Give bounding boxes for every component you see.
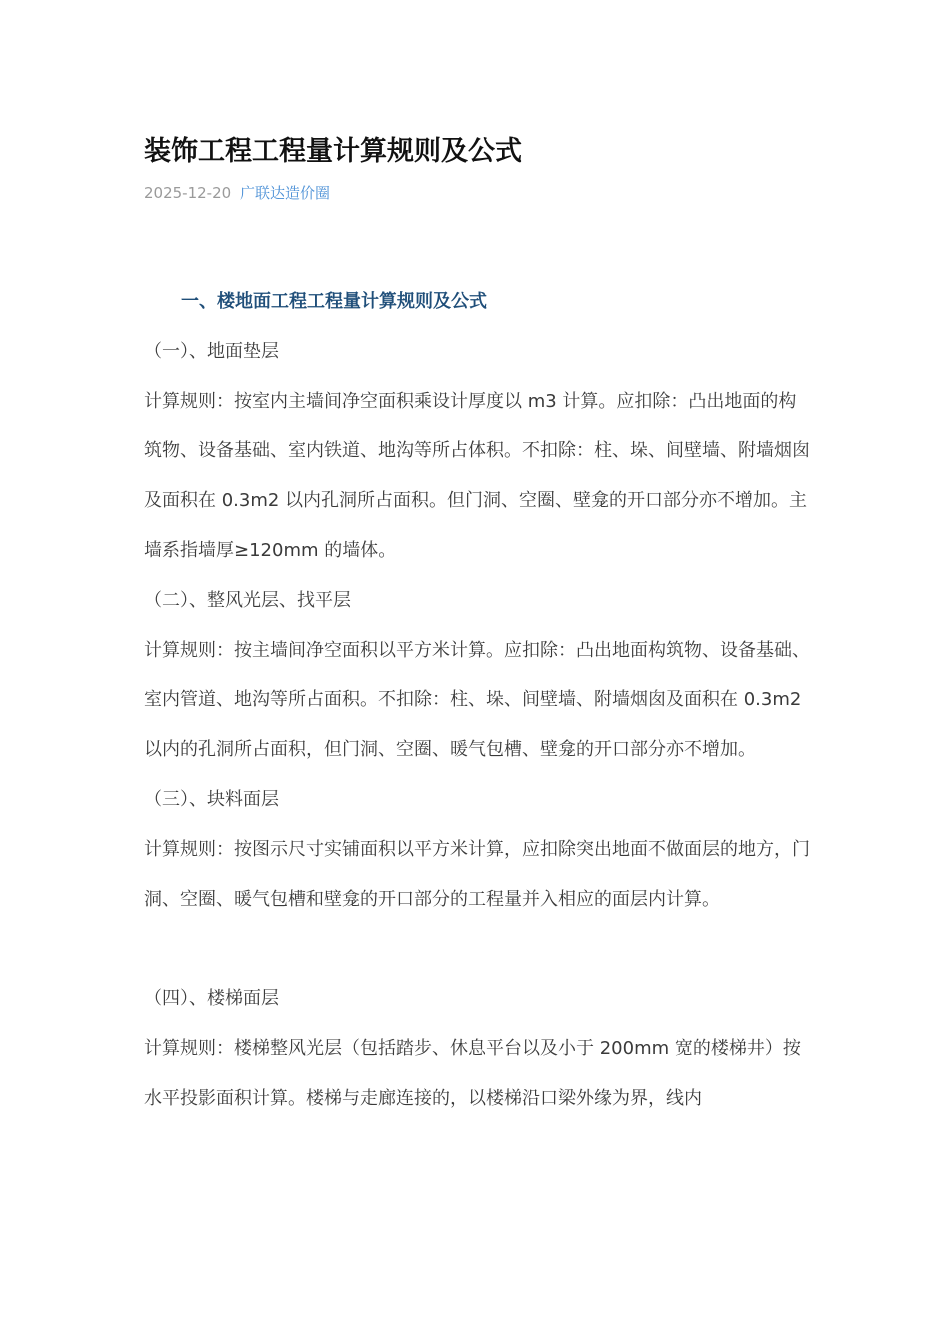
publish-date: 2025-12-20 <box>144 184 232 202</box>
paragraph-spacer <box>144 924 812 974</box>
subheading-leveling-layer: （二）、整风光层、找平层 <box>144 589 351 611</box>
author-link[interactable]: 广联达造价圈 <box>239 184 330 202</box>
article-title: 装饰工程工程量计算规则及公式 <box>144 136 522 167</box>
article-body <box>144 277 812 1124</box>
subheading-block-surface: （三）、块料面层 <box>144 788 279 810</box>
section-heading: 一、楼地面工程工程量计算规则及公式 <box>181 291 487 312</box>
paragraph-stair-surface-rule: 计算规则：楼梯整风光层（包括踏步、休息平台以及小于 200mm 宽的楼梯井）按水平投影面积计算。楼梯与走廊连接的，以楼梯沿口梁外缘为界，线内 <box>144 1037 801 1109</box>
article-meta <box>144 181 330 205</box>
paragraph-leveling-layer-rule: 计算规则：按主墙间净空面积以平方米计算。应扣除：凸出地面构筑物、设备基础、室内管道、地沟等所占面积。不扣除：柱、垛、间壁墙、附墙烟囱及面积在 0.3m2 以内的孔洞所占面积，但门洞、空圈、暖气包槽、壁龛的开口部分亦不增加。 <box>144 639 810 761</box>
subheading-floor-cushion: （一）、地面垫层 <box>144 340 279 362</box>
paragraph-block-surface-rule: 计算规则：按图示尺寸实铺面积以平方米计算，应扣除突出地面不做面层的地方，门洞、空圈、暖气包槽和壁龛的开口部分的工程量并入相应的面层内计算。 <box>144 838 810 910</box>
paragraph-floor-cushion-rule: 计算规则：按室内主墙间净空面积乘设计厚度以 m3 计算。应扣除：凸出地面的构筑物、设备基础、室内铁道、地沟等所占体积。不扣除：柱、垛、间壁墙、附墙烟囱及面积在 0.3m2 以内孔洞所占面积。但门洞、空圈、壁龛的开口部分亦不增加。主墙系指墙厚≥120mm 的墙体。 <box>144 390 810 561</box>
subheading-stair-surface: （四）、楼梯面层 <box>144 988 279 1010</box>
